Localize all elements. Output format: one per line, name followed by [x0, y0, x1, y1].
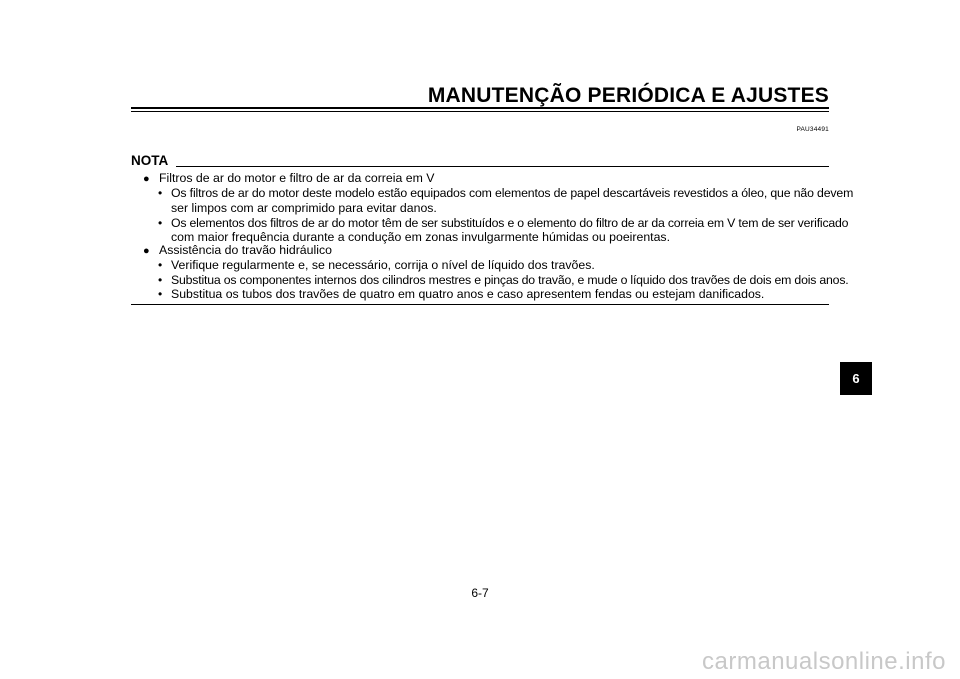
sub-bullet-icon: • — [158, 258, 163, 272]
section-title: Assistência do travão hidráulico — [159, 243, 332, 257]
page-number: 6-7 — [471, 586, 489, 600]
sub-bullet-icon: • — [158, 273, 163, 287]
page-title: MANUTENÇÃO PERIÓDICA E AJUSTES — [427, 84, 829, 107]
note-end-rule — [131, 304, 829, 305]
section-bullet-icon: ● — [143, 245, 150, 257]
watermark: carmanualsonline.info — [702, 648, 946, 675]
list-item: Os filtros de ar do motor deste modelo estão equipados com elementos de papel descartáveis revestidos a óleo, que não devem — [171, 186, 854, 200]
note-rule — [176, 166, 829, 167]
section-bullet-icon: ● — [143, 173, 150, 185]
list-item: Verifique regularmente e, se necessário, corrija o nível de líquido dos travões. — [171, 258, 595, 272]
sub-bullet-icon: • — [158, 186, 163, 200]
list-item: Substitua os tubos dos travões de quatro em quatro anos e caso apresentem fendas ou estejam danificados. — [171, 287, 765, 301]
list-item: Os elementos dos filtros de ar do motor têm de ser substituídos e o elemento do filtro de ar da correia em V tem de ser verificado — [171, 216, 849, 230]
sub-bullet-icon: • — [158, 287, 163, 301]
note-heading: NOTA — [131, 153, 169, 168]
list-item-continuation: ser limpos com ar comprimido para evitar danos. — [171, 201, 437, 215]
chapter-tab: 6 — [840, 362, 872, 395]
doc-code: PAU34491 — [796, 126, 829, 133]
list-item: Substitua os componentes internos dos cilindros mestres e pinças do travão, e mude o líquido dos travões de dois em dois anos. — [171, 273, 849, 287]
list-item-continuation: com maior frequência durante a condução em zonas invulgarmente húmidas ou poeirentas. — [171, 230, 670, 244]
sub-bullet-icon: • — [158, 216, 163, 230]
title-rule-thick — [131, 107, 829, 109]
section-title: Filtros de ar do motor e filtro de ar da correia em V — [159, 171, 435, 185]
title-rule-thin — [131, 111, 829, 112]
